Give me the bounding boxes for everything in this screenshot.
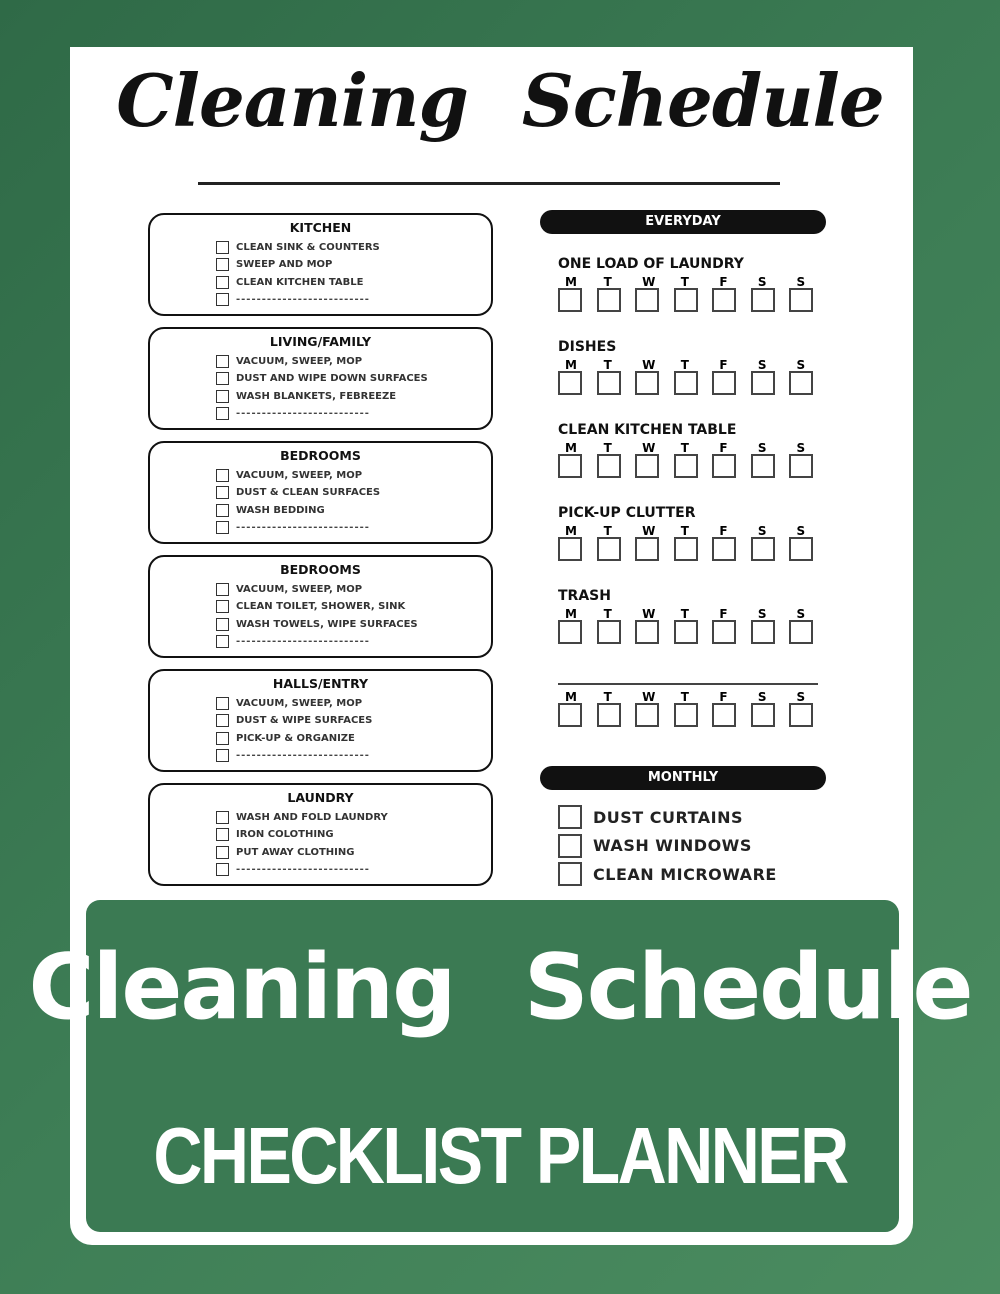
day-letter: T (680, 358, 689, 372)
day-letter: S (796, 275, 806, 289)
checklist-item (216, 810, 388, 824)
checkbox[interactable] (216, 846, 229, 859)
day-letter: S (757, 275, 767, 289)
checkbox[interactable] (216, 828, 229, 841)
room-section (148, 555, 493, 658)
checkbox[interactable] (216, 486, 229, 499)
day-letter: F (719, 358, 728, 372)
day-letter: T (603, 358, 612, 372)
day-checkbox[interactable] (751, 537, 775, 561)
item-label: IRON COLOTHING (236, 829, 334, 840)
checklist-item (216, 600, 405, 614)
room-title: HALLS/ENTRY (272, 676, 369, 691)
day-letter: T (680, 690, 689, 704)
day-checkbox[interactable] (597, 454, 621, 478)
everyday-task (558, 256, 828, 312)
everyday-header: EVERYDAY (540, 210, 826, 234)
checkbox[interactable] (216, 600, 229, 613)
everyday-task (558, 339, 828, 395)
task-label: CLEAN KITCHEN TABLE (558, 422, 737, 438)
checklist-item (216, 503, 325, 517)
day-letter: T (680, 441, 689, 455)
day-letter: M (565, 607, 577, 621)
item-label: -------------------------- (236, 522, 370, 533)
day-letter: S (757, 441, 767, 455)
day-checkbox[interactable] (712, 454, 736, 478)
checklist-item (216, 275, 363, 289)
item-label: PICK-UP & ORGANIZE (236, 732, 355, 744)
day-checkbox[interactable] (751, 703, 775, 727)
item-label: VACUUM, SWEEP, MOP (236, 469, 363, 481)
day-checkbox[interactable] (712, 620, 736, 644)
checkbox[interactable] (216, 749, 229, 762)
room-section (148, 213, 493, 316)
day-checkbox[interactable] (558, 537, 582, 561)
day-letter: S (796, 607, 806, 621)
item-label: -------------------------- (236, 408, 370, 419)
day-checkbox[interactable] (712, 703, 736, 727)
day-checkbox[interactable] (597, 371, 621, 395)
day-checkbox[interactable] (635, 371, 659, 395)
day-letter: S (796, 358, 806, 372)
checkbox[interactable] (216, 863, 229, 876)
day-letter: M (565, 524, 577, 538)
day-letter: S (796, 524, 806, 538)
room-title: BEDROOMS (280, 448, 361, 463)
checklist-item (216, 407, 370, 421)
item-label: DUST AND WIPE DOWN SURFACES (236, 373, 428, 384)
checkbox[interactable] (216, 521, 229, 534)
day-letter: T (680, 607, 689, 621)
day-checkbox[interactable] (674, 703, 698, 727)
day-checkbox[interactable] (789, 537, 813, 561)
task-label: TRASH (558, 588, 611, 604)
room-title: BEDROOMS (280, 562, 361, 577)
room-section (148, 441, 493, 544)
day-letter: F (719, 607, 728, 621)
checkbox[interactable] (558, 805, 582, 829)
day-letter: W (642, 358, 656, 372)
day-letter: S (757, 524, 767, 538)
day-checkbox[interactable] (558, 371, 582, 395)
day-letter: F (719, 524, 728, 538)
day-checkbox[interactable] (674, 620, 698, 644)
item-label: CLEAN SINK & COUNTERS (236, 241, 380, 253)
checklist-item (216, 372, 428, 386)
blank-task-line (558, 683, 818, 685)
day-checkbox[interactable] (597, 703, 621, 727)
checklist-item (216, 828, 334, 842)
checklist-item (216, 714, 372, 728)
day-checkbox[interactable] (751, 620, 775, 644)
checklist-item (216, 617, 418, 631)
room-title: LAUNDRY (287, 790, 354, 805)
day-letter: W (642, 524, 656, 538)
day-letter: W (642, 607, 656, 621)
day-checkbox[interactable] (558, 703, 582, 727)
item-label: CLEAN TOILET, SHOWER, SINK (236, 601, 406, 612)
day-letter: F (719, 441, 728, 455)
day-letter: T (603, 607, 612, 621)
day-checkbox[interactable] (558, 288, 582, 312)
checkbox[interactable] (216, 635, 229, 648)
day-checkbox[interactable] (597, 620, 621, 644)
page-title: Cleaning Schedule (116, 58, 884, 143)
day-checkbox[interactable] (789, 288, 813, 312)
task-label: ONE LOAD OF LAUNDRY (558, 256, 744, 272)
room-title: KITCHEN (289, 220, 352, 235)
checkbox[interactable] (216, 258, 229, 271)
day-checkbox[interactable] (635, 454, 659, 478)
title-divider (198, 182, 780, 185)
everyday-task (558, 422, 828, 478)
checkbox[interactable] (558, 862, 582, 886)
item-label: VACUUM, SWEEP, MOP (236, 355, 363, 367)
day-letter: F (719, 690, 728, 704)
day-checkbox[interactable] (635, 703, 659, 727)
day-checkbox[interactable] (558, 454, 582, 478)
day-letter: M (565, 358, 577, 372)
checklist-item (216, 521, 370, 535)
day-letter: T (603, 690, 612, 704)
monthly-item (558, 834, 752, 858)
item-label: WASH WINDOWS (593, 836, 752, 855)
checklist-item (216, 240, 380, 254)
banner-subtitle: CHECKLIST PLANNER (153, 1111, 847, 1200)
checkbox[interactable] (216, 390, 229, 403)
item-label: PUT AWAY CLOTHING (236, 846, 355, 858)
checklist-item (216, 863, 370, 877)
room-section (148, 669, 493, 772)
day-checkbox[interactable] (635, 537, 659, 561)
checklist-item (216, 293, 370, 307)
item-label: CLEAN KITCHEN TABLE (236, 276, 364, 288)
everyday-task (558, 588, 828, 644)
day-checkbox[interactable] (597, 288, 621, 312)
checklist-item (216, 749, 370, 763)
day-checkbox[interactable] (789, 703, 813, 727)
day-letter: T (603, 524, 612, 538)
checkbox[interactable] (216, 241, 229, 254)
task-label: DISHES (558, 339, 617, 355)
day-letter: S (757, 607, 767, 621)
item-label: WASH TOWELS, WIPE SURFACES (236, 618, 418, 630)
checkbox[interactable] (216, 583, 229, 596)
day-letter: S (757, 358, 767, 372)
day-letter: W (642, 441, 656, 455)
checkbox[interactable] (216, 811, 229, 824)
day-letter: F (719, 275, 728, 289)
day-checkbox[interactable] (789, 620, 813, 644)
day-letter: T (680, 275, 689, 289)
checklist-item (216, 354, 362, 368)
day-letter: T (603, 441, 612, 455)
day-checkbox[interactable] (712, 288, 736, 312)
room-title: LIVING/FAMILY (269, 334, 372, 349)
item-label: DUST & CLEAN SURFACES (236, 487, 381, 498)
item-label: VACUUM, SWEEP, MOP (236, 583, 363, 595)
checkbox[interactable] (216, 697, 229, 710)
day-checkbox[interactable] (674, 288, 698, 312)
day-letter: S (796, 690, 806, 704)
day-letter: M (565, 275, 577, 289)
day-letter: S (757, 690, 767, 704)
day-checkbox[interactable] (597, 537, 621, 561)
day-checkbox[interactable] (674, 537, 698, 561)
day-checkbox[interactable] (712, 371, 736, 395)
checkbox[interactable] (216, 618, 229, 631)
day-checkbox[interactable] (674, 371, 698, 395)
checklist-item (216, 389, 396, 403)
checkbox[interactable] (216, 732, 229, 745)
day-letter: M (565, 690, 577, 704)
monthly-item (558, 805, 743, 829)
everyday-task (558, 505, 828, 561)
checklist-item (216, 486, 380, 500)
checkbox[interactable] (216, 355, 229, 368)
day-letter: M (565, 441, 577, 455)
day-checkbox[interactable] (789, 371, 813, 395)
room-section (148, 327, 493, 430)
everyday-task (558, 691, 828, 727)
day-checkbox[interactable] (789, 454, 813, 478)
item-label: WASH BEDDING (236, 504, 325, 516)
checkbox[interactable] (558, 834, 582, 858)
item-label: SWEEP AND MOP (236, 259, 333, 270)
day-checkbox[interactable] (751, 288, 775, 312)
banner-title: Cleaning Schedule (28, 935, 972, 1040)
item-label: -------------------------- (236, 864, 370, 875)
item-label: -------------------------- (236, 636, 370, 647)
checklist-item (216, 696, 362, 710)
day-checkbox[interactable] (635, 620, 659, 644)
checklist-item (216, 582, 362, 596)
monthly-item (558, 862, 777, 886)
day-letter: W (642, 690, 656, 704)
checkbox[interactable] (216, 469, 229, 482)
day-checkbox[interactable] (674, 454, 698, 478)
checkbox[interactable] (216, 504, 229, 517)
monthly-header: MONTHLY (540, 766, 826, 790)
item-label: WASH BLANKETS, FEBREEZE (236, 390, 397, 402)
room-section (148, 783, 493, 886)
checklist-item (216, 468, 362, 482)
checklist-item (216, 731, 355, 745)
item-label: VACUUM, SWEEP, MOP (236, 697, 363, 709)
checkbox[interactable] (216, 276, 229, 289)
day-letter: S (796, 441, 806, 455)
checkbox[interactable] (216, 372, 229, 385)
day-checkbox[interactable] (635, 288, 659, 312)
item-label: CLEAN MICROWARE (593, 864, 777, 884)
checklist-item (216, 635, 370, 649)
task-label: PICK-UP CLUTTER (558, 505, 696, 521)
checkbox[interactable] (216, 407, 229, 420)
checkbox[interactable] (216, 293, 229, 306)
item-label: DUST CURTAINS (593, 807, 744, 827)
checklist-item (216, 258, 332, 272)
checklist-item (216, 845, 354, 859)
day-letter: T (680, 524, 689, 538)
day-letter: T (603, 275, 612, 289)
day-checkbox[interactable] (751, 371, 775, 395)
item-label: -------------------------- (236, 750, 370, 761)
item-label: WASH AND FOLD LAUNDRY (236, 811, 388, 823)
day-checkbox[interactable] (712, 537, 736, 561)
item-label: DUST & WIPE SURFACES (236, 715, 373, 726)
day-checkbox[interactable] (751, 454, 775, 478)
item-label: -------------------------- (236, 294, 370, 305)
day-checkbox[interactable] (558, 620, 582, 644)
day-letter: W (642, 275, 656, 289)
checkbox[interactable] (216, 714, 229, 727)
